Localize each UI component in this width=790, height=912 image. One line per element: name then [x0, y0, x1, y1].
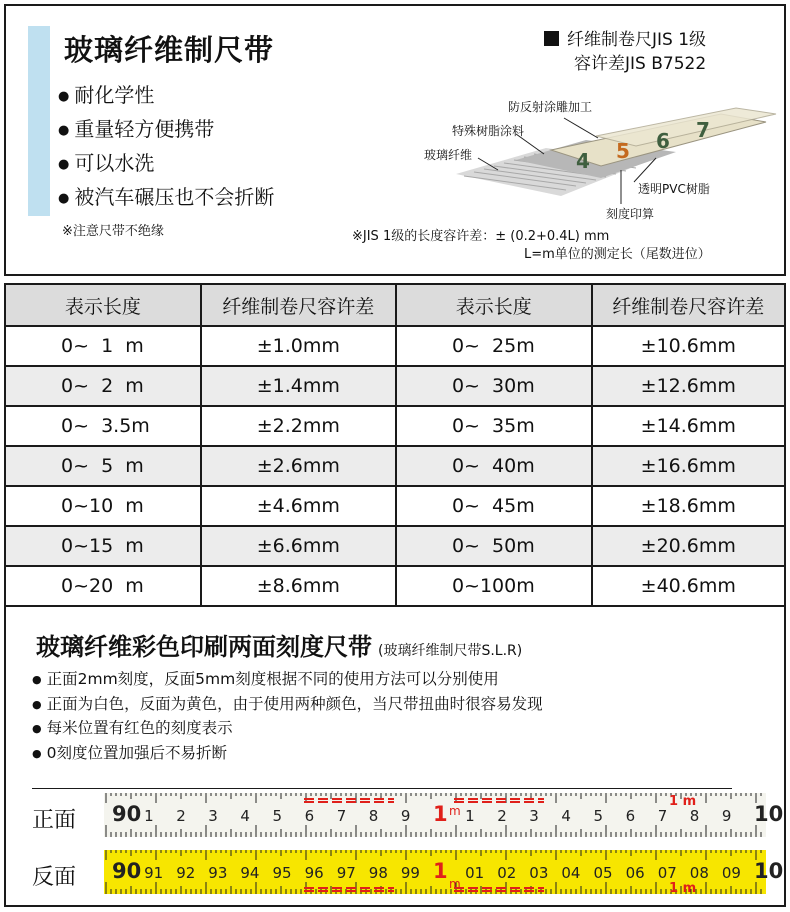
scale-number: 99 — [400, 864, 420, 882]
length-cell: 0~ 50m — [396, 526, 592, 566]
scale-number: 9 — [721, 807, 732, 825]
meter-label: 1 m — [669, 794, 697, 809]
column-header: 表示长度 — [5, 284, 201, 326]
table-row — [5, 326, 785, 366]
tolerance-cell: ±10.6mm — [592, 326, 785, 366]
scale-number: 90 — [112, 802, 142, 826]
front-label: 正面 — [32, 808, 77, 833]
scale-number: 97 — [336, 864, 356, 882]
tolerance-cell: ±1.4mm — [201, 366, 396, 406]
tape-number: 4 — [576, 149, 590, 173]
column-header: 纤维制卷尺容许差 — [592, 284, 785, 326]
length-cell: 0~ 2 m — [5, 366, 201, 406]
column-header: 表示长度 — [396, 284, 592, 326]
tolerance-cell: ±1.0mm — [201, 326, 396, 366]
label-pvc: 透明PVC树脂 — [638, 182, 710, 196]
scale-number: 3 — [208, 807, 218, 825]
feature-list — [58, 78, 274, 214]
length-cell: 0~20 m — [5, 566, 201, 606]
scale-number: 94 — [240, 864, 260, 882]
length-cell: 0~ 3.5m — [5, 406, 201, 446]
column-header: 纤维制卷尺容许差 — [201, 284, 396, 326]
scale-number: 06 — [625, 864, 645, 882]
page-title: 玻璃纤维制尺带 — [64, 33, 275, 67]
title-accent-bar — [28, 26, 50, 216]
divider — [32, 788, 732, 789]
length-cell: 0~15 m — [5, 526, 201, 566]
scale-number: 5 — [272, 807, 283, 825]
length-cell: 0~ 30m — [396, 366, 592, 406]
table-row — [5, 446, 785, 486]
feature-item: ● 可以水洗 — [58, 146, 274, 180]
scale-number: 03 — [529, 864, 549, 882]
scale-number: 09 — [721, 864, 741, 882]
tape-feature-item: ● 每米位置有红色的刻度表示 — [32, 716, 543, 741]
meter-unit-mark: m — [449, 804, 461, 818]
table-row — [5, 366, 785, 406]
section-title — [36, 627, 522, 662]
scale-number: 8 — [689, 807, 700, 825]
scale-number: 95 — [272, 864, 292, 882]
tape-number: 5 — [616, 139, 630, 163]
back-tape-scale — [104, 850, 784, 896]
dual-scale-tape-box — [4, 605, 786, 907]
scale-number: 2 — [176, 807, 186, 825]
label-special-resin: 特殊树脂涂料 — [452, 124, 525, 138]
scale-number: 02 — [497, 864, 517, 882]
length-cell: 0~ 35m — [396, 406, 592, 446]
scale-number: 08 — [689, 864, 709, 882]
scale-number: 10 — [754, 802, 784, 826]
tolerance-cell: ±8.6mm — [201, 566, 396, 606]
meter-label: 1 m — [669, 881, 697, 896]
scale-number: 93 — [208, 864, 228, 882]
scale-number: 07 — [657, 864, 677, 882]
scale-number: 6 — [304, 807, 315, 825]
tape-feature-item: ● 正面为白色，反面为黄色，由于使用两种颜色，当尺带扭曲时很容易发现 — [32, 692, 543, 717]
tolerance-cell: ±2.2mm — [201, 406, 396, 446]
scale-number: 6 — [625, 807, 636, 825]
tolerance-cell: ±16.6mm — [592, 446, 785, 486]
scale-number: 4 — [561, 807, 571, 825]
tape-number: 6 — [656, 129, 670, 153]
scale-number: 2 — [497, 807, 507, 825]
length-cell: 0~100m — [396, 566, 592, 606]
meter-unit-mark: m — [449, 877, 461, 891]
scale-number: 05 — [593, 864, 613, 882]
table-row — [5, 486, 785, 526]
scale-number: 92 — [176, 864, 196, 882]
tolerance-cell: ±6.6mm — [201, 526, 396, 566]
tolerance-cell: ±20.6mm — [592, 526, 785, 566]
tape-feature-item: ● 0刻度位置加强后不易折断 — [32, 741, 543, 766]
feature-item: ● 被汽车碾压也不会折断 — [58, 180, 274, 214]
product-header-box — [4, 4, 786, 276]
front-tape-scale — [104, 793, 784, 837]
tolerance-formula: ※JIS 1级的长度容许差：± (0.2+0.4L) mm — [352, 229, 610, 244]
scale-number: 7 — [657, 807, 668, 825]
tolerance-cell: ±2.6mm — [201, 446, 396, 486]
standard-line-2: 容许差JIS B7522 — [574, 54, 707, 74]
section-title-text: 玻璃纤维彩色印刷两面刻度尺带 — [36, 633, 372, 661]
feature-item: ● 耐化学性 — [58, 78, 274, 112]
length-cell: 0~ 45m — [396, 486, 592, 526]
tolerance-cell: ±14.6mm — [592, 406, 785, 446]
length-cell: 0~ 5 m — [5, 446, 201, 486]
length-cell: 0~ 25m — [396, 326, 592, 366]
scale-number: 90 — [112, 859, 142, 883]
scale-number: 5 — [593, 807, 604, 825]
back-label: 反面 — [32, 865, 77, 890]
tolerance-cell: ±12.6mm — [592, 366, 785, 406]
scale-number: 1 — [465, 807, 475, 825]
label-anti-reflection: 防反射涂雕加工 — [508, 100, 593, 114]
tolerance-table — [4, 283, 786, 607]
label-print: 刻度印算 — [606, 207, 655, 221]
scale-number: 9 — [400, 807, 411, 825]
tape-feature-list — [32, 667, 543, 765]
scale-number: 96 — [304, 864, 324, 882]
tolerance-cell: ±18.6mm — [592, 486, 785, 526]
tolerance-note — [352, 228, 711, 264]
label-glass-fiber: 玻璃纤维 — [424, 148, 473, 162]
scale-number: 98 — [368, 864, 388, 882]
table-row — [5, 566, 785, 606]
length-cell: 0~ 1 m — [5, 326, 201, 366]
tolerance-cell: ±40.6mm — [592, 566, 785, 606]
square-bullet-icon — [544, 31, 559, 46]
scale-number: 1 — [433, 859, 448, 883]
scale-number: 7 — [336, 807, 347, 825]
scale-number: 91 — [144, 864, 164, 882]
tolerance-cell: ±4.6mm — [201, 486, 396, 526]
tolerance-definition: L=m单位的测定长（尾数进位） — [524, 247, 711, 262]
scale-number: 8 — [368, 807, 379, 825]
table-header-row — [5, 284, 785, 326]
tape-feature-item: ● 正面2mm刻度，反面5mm刻度根据不同的使用方法可以分别使用 — [32, 667, 543, 692]
table-row — [5, 406, 785, 446]
standard-info — [544, 28, 706, 76]
tape-structure-diagram — [416, 92, 786, 222]
feature-item: ● 重量轻方便携带 — [58, 112, 274, 146]
tape-number: 7 — [696, 118, 710, 142]
scale-number: 04 — [561, 864, 581, 882]
length-cell: 0~10 m — [5, 486, 201, 526]
scale-number: 1 — [433, 802, 448, 826]
scale-number: 3 — [529, 807, 539, 825]
scale-number: 01 — [465, 864, 485, 882]
scale-number: 1 — [144, 807, 154, 825]
scale-number: 4 — [240, 807, 250, 825]
scale-number: 10 — [754, 859, 784, 883]
table-row — [5, 526, 785, 566]
length-cell: 0~ 40m — [396, 446, 592, 486]
section-subtitle: (玻璃纤维制尺带S.L.R) — [378, 643, 523, 659]
insulation-note: ※注意尺带不绝缘 — [62, 224, 164, 239]
standard-line-1: 纤维制卷尺JIS 1级 — [567, 30, 707, 50]
